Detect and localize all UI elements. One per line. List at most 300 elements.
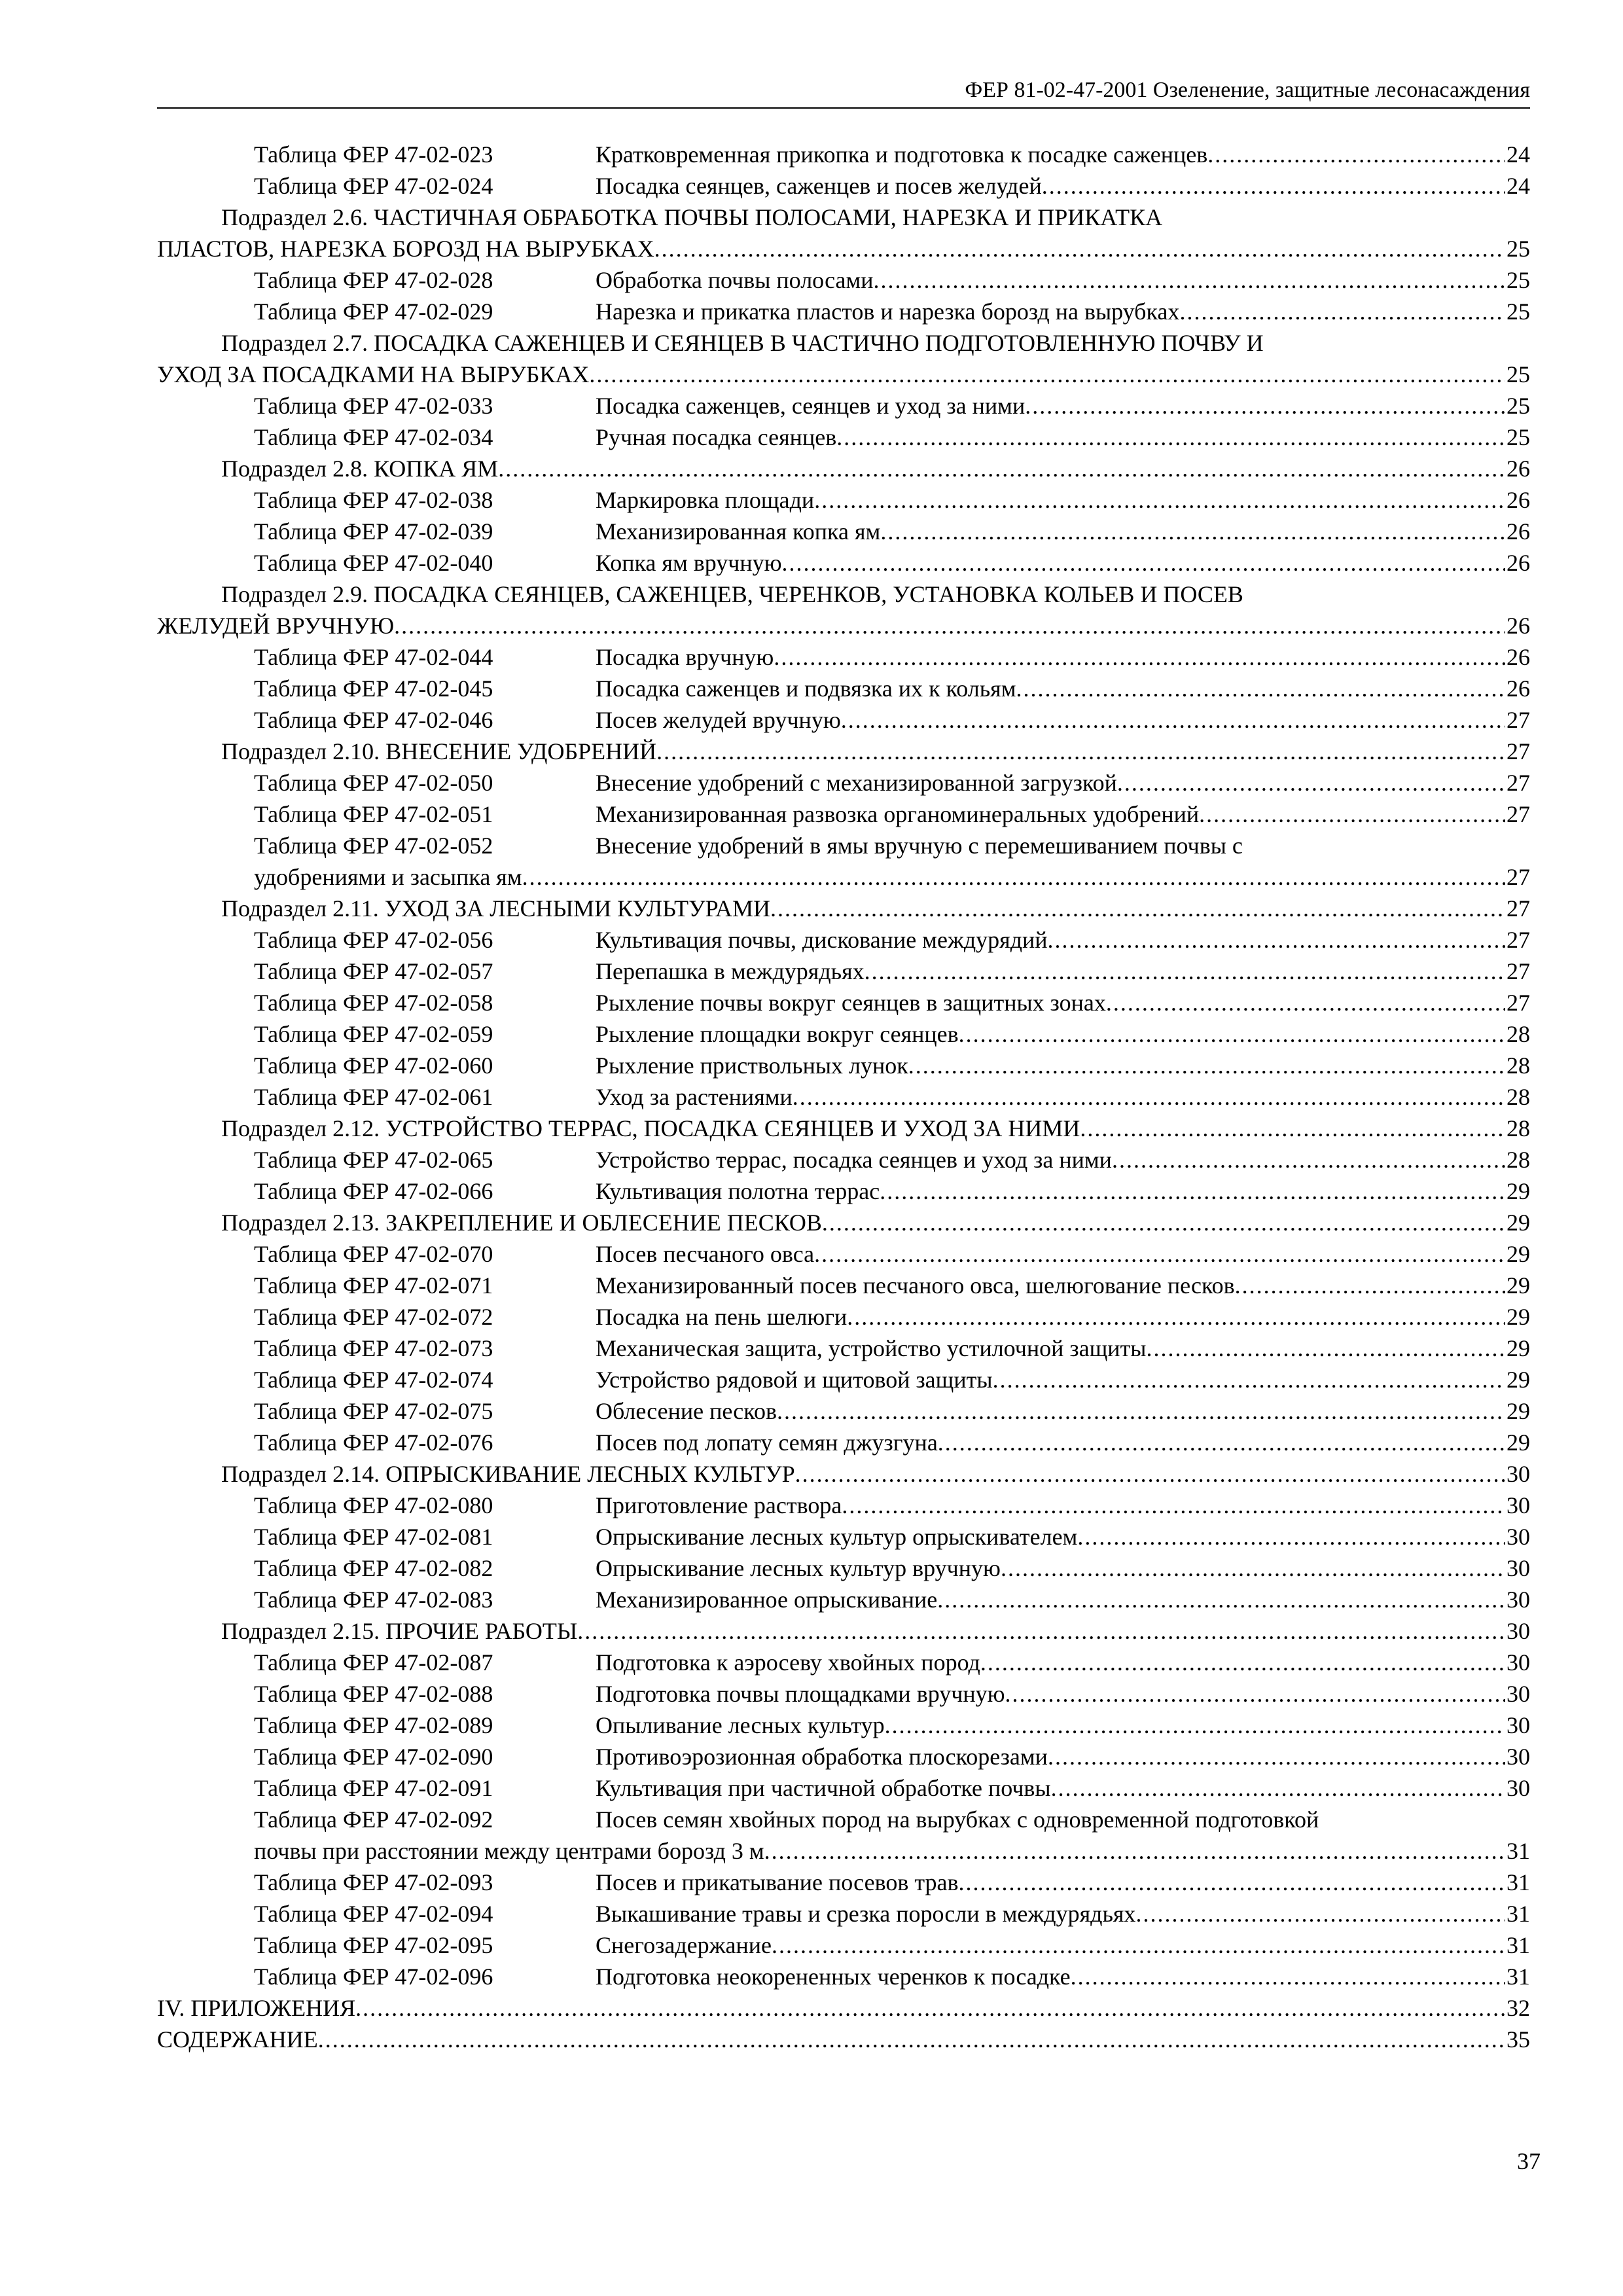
entry-line: [596, 1741, 1530, 1772]
table-code: Таблица ФЕР 47-02-034: [254, 424, 493, 450]
toc-table-entry[interactable]: [157, 1647, 1530, 1678]
entry-line: [596, 484, 1530, 516]
toc-subsection-entry[interactable]: [157, 1615, 1530, 1647]
toc-subsection-entry[interactable]: [157, 579, 1530, 641]
entry-line: [596, 1898, 1530, 1929]
dot-leader: [836, 422, 1505, 453]
toc-subsection-entry[interactable]: [157, 1113, 1530, 1144]
entry-line: [596, 1584, 1530, 1615]
entry-page: 30: [1507, 1744, 1530, 1770]
dot-leader: [841, 704, 1505, 736]
entry-line: [596, 673, 1530, 704]
toc-table-entry[interactable]: [157, 1238, 1530, 1270]
page-number: 37: [1517, 2148, 1541, 2174]
entry-title: Ручная посадка сеянцев: [596, 424, 837, 450]
entry-title: Посадка саженцев и подвязка их к кольям: [596, 675, 1016, 702]
toc-table-entry[interactable]: [157, 1018, 1530, 1050]
entry-line: [596, 1929, 1530, 1961]
entry-title: Подраздел 2.8. КОПКА ЯМ: [221, 456, 499, 482]
entry-page: 25: [1507, 236, 1530, 262]
toc-subsection-entry[interactable]: [157, 327, 1530, 390]
entry-line: [596, 1081, 1530, 1113]
entry-title: Культивация почвы, дискование междурядий: [596, 927, 1048, 953]
table-code: Таблица ФЕР 47-02-060: [254, 1052, 493, 1079]
table-code: Таблица ФЕР 47-02-093: [254, 1869, 493, 1895]
table-code: Таблица ФЕР 47-02-082: [254, 1555, 493, 1581]
toc-table-entry[interactable]: [157, 1929, 1530, 1961]
entry-line: [221, 1207, 1530, 1238]
entry-page: 32: [1507, 1995, 1530, 2021]
entry-title: Механизированная развозка органоминеральных удобрений: [596, 801, 1200, 827]
dot-leader: [1117, 767, 1505, 798]
toc-table-entry[interactable]: [157, 1584, 1530, 1615]
dot-leader: [774, 641, 1505, 673]
entry-line: [221, 893, 1530, 924]
dot-leader: [1071, 1961, 1505, 1992]
entry-line: [596, 1050, 1530, 1081]
entry-line: [596, 1270, 1530, 1301]
table-code: Таблица ФЕР 47-02-081: [254, 1524, 493, 1550]
table-code: Таблица ФЕР 47-02-040: [254, 550, 493, 576]
entry-line: [596, 139, 1530, 170]
entry-title: Устройство террас, посадка сеянцев и уход за ними: [596, 1147, 1112, 1173]
entry-line: [596, 170, 1530, 202]
toc-subsection-entry[interactable]: [157, 453, 1530, 484]
entry-page: 28: [1507, 1021, 1530, 1047]
dot-leader: [814, 1238, 1505, 1270]
dot-leader: [589, 359, 1505, 390]
dot-leader: [959, 1018, 1505, 1050]
entry-page: 26: [1507, 675, 1530, 702]
dot-leader: [1106, 987, 1505, 1018]
toc-table-entry[interactable]: [157, 1050, 1530, 1081]
dot-leader: [764, 1835, 1505, 1867]
entry-page: 25: [1507, 424, 1530, 450]
entry-title: Посадка саженцев, сеянцев и уход за ними: [596, 393, 1026, 419]
entry-line: [157, 610, 1530, 641]
toc-table-entry[interactable]: [157, 1710, 1530, 1741]
entry-line: [596, 1521, 1530, 1552]
toc-section-entry[interactable]: [157, 1992, 1530, 2024]
toc-table-entry[interactable]: [157, 1333, 1530, 1364]
entry-title: Снегозадержание: [596, 1932, 772, 1958]
toc-subsection-entry[interactable]: [157, 736, 1530, 767]
entry-title: Устройство рядовой и щитовой защиты: [596, 1367, 993, 1393]
entry-title: Механическая защита, устройство устилочной защиты: [596, 1335, 1147, 1361]
toc-table-entry[interactable]: [157, 547, 1530, 579]
toc-table-entry[interactable]: [157, 1678, 1530, 1710]
dot-leader: [1001, 1552, 1505, 1584]
entry-page: 31: [1507, 1964, 1530, 1990]
dot-leader: [770, 893, 1505, 924]
entry-title: Посадка сеянцев, саженцев и посев желудей: [596, 173, 1042, 199]
toc-table-entry[interactable]: [157, 673, 1530, 704]
entry-title: Опрыскивание лесных культур опрыскивателем: [596, 1524, 1078, 1550]
toc-table-entry[interactable]: [157, 767, 1530, 798]
toc-table-entry[interactable]: [157, 830, 1530, 893]
table-code: Таблица ФЕР 47-02-096: [254, 1964, 493, 1990]
entry-title-line1: Подраздел 2.6. ЧАСТИЧНАЯ ОБРАБОТКА ПОЧВЫ ПОЛОСАМИ, НАРЕЗКА И ПРИКАТКА: [221, 204, 1163, 230]
entry-page: 29: [1507, 1398, 1530, 1424]
table-code: Таблица ФЕР 47-02-090: [254, 1744, 493, 1770]
entry-page: 31: [1507, 1869, 1530, 1895]
dot-leader: [847, 1301, 1505, 1333]
dot-leader: [874, 264, 1505, 296]
dot-leader: [1042, 170, 1505, 202]
entry-page: 27: [1507, 801, 1530, 827]
entry-line: [596, 390, 1530, 422]
entry-page: 26: [1507, 518, 1530, 545]
entry-page: 35: [1507, 2026, 1530, 2053]
entry-title: Подраздел 2.14. ОПРЫСКИВАНИЕ ЛЕСНЫХ КУЛЬТУР: [221, 1461, 795, 1487]
table-code: Таблица ФЕР 47-02-058: [254, 990, 493, 1016]
entry-page: 29: [1507, 1335, 1530, 1361]
entry-line: [596, 1333, 1530, 1364]
entry-line: [596, 1427, 1530, 1458]
entry-title: Подготовка неокорененных черенков к посадке: [596, 1964, 1071, 1990]
entry-title: Облесение песков: [596, 1398, 777, 1424]
toc-subsection-entry[interactable]: [157, 1207, 1530, 1238]
dot-leader: [1112, 1144, 1505, 1175]
entry-page: 28: [1507, 1052, 1530, 1079]
table-of-contents: [157, 139, 1530, 2055]
entry-title: Перепашка в междурядьях: [596, 958, 865, 984]
toc-table-entry[interactable]: [157, 1552, 1530, 1584]
toc-subsection-entry[interactable]: [157, 202, 1530, 264]
table-code: Таблица ФЕР 47-02-080: [254, 1492, 493, 1518]
entry-line: [157, 1992, 1530, 2024]
entry-page: 27: [1507, 770, 1530, 796]
entry-line: [157, 233, 1530, 264]
dot-leader: [1146, 1333, 1505, 1364]
entry-page: 27: [1507, 738, 1530, 764]
dot-leader: [656, 736, 1505, 767]
entry-line: [221, 1615, 1530, 1647]
toc-table-entry[interactable]: [157, 516, 1530, 547]
dot-leader: [1080, 1113, 1505, 1144]
entry-title: Копка ям вручную: [596, 550, 782, 576]
table-code: Таблица ФЕР 47-02-052: [254, 833, 493, 859]
table-code: Таблица ФЕР 47-02-056: [254, 927, 493, 953]
entry-line: [596, 987, 1530, 1018]
entry-title-line2: УХОД ЗА ПОСАДКАМИ НА ВЫРУБКАХ: [157, 361, 590, 387]
table-code: Таблица ФЕР 47-02-045: [254, 675, 493, 702]
toc-table-entry[interactable]: [157, 422, 1530, 453]
entry-line: [596, 641, 1530, 673]
header-title: ФЕР 81-02-47-2001 Озеленение, защитные лесонасаждения: [965, 78, 1530, 102]
entry-line: [596, 1961, 1530, 1992]
toc-table-entry[interactable]: [157, 296, 1530, 327]
dot-leader: [577, 1615, 1505, 1647]
table-code: Таблица ФЕР 47-02-089: [254, 1712, 493, 1738]
dot-leader: [1207, 139, 1505, 170]
table-code: Таблица ФЕР 47-02-076: [254, 1429, 493, 1456]
entry-title: Выкашивание травы и срезка поросли в междурядьях: [596, 1901, 1136, 1927]
table-code: Таблица ФЕР 47-02-070: [254, 1241, 493, 1267]
toc-table-entry[interactable]: [157, 1898, 1530, 1929]
toc-table-entry[interactable]: [157, 704, 1530, 736]
table-code: Таблица ФЕР 47-02-072: [254, 1304, 493, 1330]
toc-subsection-entry[interactable]: [157, 1458, 1530, 1490]
dot-leader: [980, 1647, 1505, 1678]
table-code: Таблица ФЕР 47-02-071: [254, 1272, 493, 1299]
table-code: Таблица ФЕР 47-02-046: [254, 707, 493, 733]
toc-table-entry[interactable]: [157, 1772, 1530, 1804]
entry-line: [596, 704, 1530, 736]
entry-title: Маркировка площади: [596, 487, 815, 513]
toc-table-entry[interactable]: [157, 264, 1530, 296]
entry-title: Подраздел 2.13. ЗАКРЕПЛЕНИЕ И ОБЛЕСЕНИЕ ПЕСКОВ: [221, 1210, 822, 1236]
toc-table-entry[interactable]: [157, 170, 1530, 202]
entry-page: 27: [1507, 707, 1530, 733]
entry-title: Подраздел 2.12. УСТРОЙСТВО ТЕРРАС, ПОСАДКА СЕЯНЦЕВ И УХОД ЗА НИМИ: [221, 1115, 1080, 1141]
toc-table-entry[interactable]: [157, 1395, 1530, 1427]
entry-page: 29: [1507, 1429, 1530, 1456]
table-code: Таблица ФЕР 47-02-039: [254, 518, 493, 545]
table-code: Таблица ФЕР 47-02-028: [254, 267, 493, 293]
entry-page: 27: [1507, 990, 1530, 1016]
toc-table-entry[interactable]: [157, 390, 1530, 422]
entry-title: СОДЕРЖАНИЕ: [157, 2026, 318, 2053]
entry-page: 30: [1507, 1587, 1530, 1613]
entry-title: Рыхление почвы вокруг сеянцев в защитных зонах: [596, 990, 1106, 1016]
entry-line: [596, 1238, 1530, 1270]
entry-page: 26: [1507, 456, 1530, 482]
entry-page: 31: [1507, 1932, 1530, 1958]
dot-leader: [318, 2024, 1505, 2055]
dot-leader: [880, 516, 1505, 547]
entry-line: [596, 547, 1530, 579]
entry-title: Обработка почвы полосами: [596, 267, 874, 293]
entry-page: 29: [1507, 1210, 1530, 1236]
toc-table-entry[interactable]: [157, 1867, 1530, 1898]
table-code: Таблица ФЕР 47-02-075: [254, 1398, 493, 1424]
entry-page: 24: [1507, 173, 1530, 199]
entry-line: [254, 1835, 1530, 1867]
table-code: Таблица ФЕР 47-02-065: [254, 1147, 493, 1173]
entry-line: [157, 2024, 1530, 2055]
entry-page: 30: [1507, 1492, 1530, 1518]
entry-page: 30: [1507, 1524, 1530, 1550]
toc-table-entry[interactable]: [157, 1490, 1530, 1521]
entry-page: 30: [1507, 1618, 1530, 1644]
toc-table-entry[interactable]: [157, 1804, 1530, 1867]
entry-title: Уход за растениями: [596, 1084, 793, 1110]
entry-title-line2: удобрениями и засыпка ям: [254, 864, 522, 890]
dot-leader: [814, 484, 1505, 516]
entry-page: 26: [1507, 487, 1530, 513]
entry-line: [596, 956, 1530, 987]
entry-title: Посев песчаного овса: [596, 1241, 815, 1267]
entry-page: 29: [1507, 1367, 1530, 1393]
entry-page: 28: [1507, 1147, 1530, 1173]
entry-page: 27: [1507, 927, 1530, 953]
entry-title: Внесение удобрений с механизированной загрузкой: [596, 770, 1117, 796]
entry-page: 30: [1507, 1775, 1530, 1801]
entry-title: Механизированное опрыскивание: [596, 1587, 938, 1613]
toc-table-entry[interactable]: [157, 1144, 1530, 1175]
entry-title: Кратковременная прикопка и подготовка к посадке саженцев: [596, 141, 1208, 168]
table-code: Таблица ФЕР 47-02-092: [254, 1806, 493, 1833]
toc-table-entry[interactable]: [157, 924, 1530, 956]
entry-page: 30: [1507, 1712, 1530, 1738]
entry-page: 30: [1507, 1461, 1530, 1487]
dot-leader: [1179, 296, 1505, 327]
toc-table-entry[interactable]: [157, 1427, 1530, 1458]
dot-leader: [1016, 673, 1505, 704]
entry-page: 26: [1507, 550, 1530, 576]
entry-title: Рыхление приствольных лунок: [596, 1052, 908, 1079]
dot-leader: [880, 1175, 1505, 1207]
entry-page: 29: [1507, 1304, 1530, 1330]
toc-table-entry[interactable]: [157, 798, 1530, 830]
entry-line: [596, 1364, 1530, 1395]
dot-leader: [938, 1427, 1505, 1458]
dot-leader: [1135, 1898, 1505, 1929]
entry-page: 27: [1507, 895, 1530, 922]
dot-leader: [1025, 390, 1505, 422]
entry-page: 30: [1507, 1555, 1530, 1581]
table-code: Таблица ФЕР 47-02-038: [254, 487, 493, 513]
table-code: Таблица ФЕР 47-02-057: [254, 958, 493, 984]
entry-title: Противоэрозионная обработка плоскорезами: [596, 1744, 1048, 1770]
entry-line: [596, 1867, 1530, 1898]
toc-table-entry[interactable]: [157, 139, 1530, 170]
table-code: Таблица ФЕР 47-02-050: [254, 770, 493, 796]
dot-leader: [498, 453, 1505, 484]
dot-leader: [777, 1395, 1505, 1427]
entry-title: Опыливание лесных культур: [596, 1712, 885, 1738]
dot-leader: [822, 1207, 1505, 1238]
toc-table-entry[interactable]: [157, 1270, 1530, 1301]
dot-leader: [394, 610, 1505, 641]
entry-line: [596, 1552, 1530, 1584]
dot-leader: [842, 1490, 1505, 1521]
entry-line: [596, 1175, 1530, 1207]
dot-leader: [885, 1710, 1505, 1741]
table-code: Таблица ФЕР 47-02-059: [254, 1021, 493, 1047]
entry-line: [596, 1710, 1530, 1741]
entry-line: [596, 1144, 1530, 1175]
toc-table-entry[interactable]: [157, 1301, 1530, 1333]
table-code: Таблица ФЕР 47-02-033: [254, 393, 493, 419]
table-code: Таблица ФЕР 47-02-074: [254, 1367, 493, 1393]
dot-leader: [782, 547, 1505, 579]
entry-title: Механизированная копка ям: [596, 518, 881, 545]
entry-page: 31: [1507, 1901, 1530, 1927]
entry-title: Посадка на пень шелюги: [596, 1304, 847, 1330]
entry-page: 26: [1507, 644, 1530, 670]
entry-title: Механизированный посев песчаного овса, шелюгование песков: [596, 1272, 1235, 1299]
table-code: Таблица ФЕР 47-02-066: [254, 1178, 493, 1204]
entry-title: Посев под лопату семян джузгуна: [596, 1429, 938, 1456]
entry-line: [596, 1772, 1530, 1804]
entry-page: 26: [1507, 613, 1530, 639]
dot-leader: [1077, 1521, 1505, 1552]
table-code: Таблица ФЕР 47-02-023: [254, 141, 493, 168]
entry-page: 27: [1507, 864, 1530, 890]
toc-table-entry[interactable]: [157, 641, 1530, 673]
running-header: [157, 73, 1530, 109]
entry-title-line1: Подраздел 2.7. ПОСАДКА САЖЕНЦЕВ И СЕЯНЦЕВ В ЧАСТИЧНО ПОДГОТОВЛЕННУЮ ПОЧВУ И: [221, 330, 1264, 356]
toc-section-entry[interactable]: [157, 2024, 1530, 2055]
entry-line: [157, 359, 1530, 390]
entry-title: Подраздел 2.10. ВНЕСЕНИЕ УДОБРЕНИЙ: [221, 738, 657, 764]
entry-title: Рыхление площадки вокруг сеянцев: [596, 1021, 959, 1047]
toc-table-entry[interactable]: [157, 484, 1530, 516]
toc-table-entry[interactable]: [157, 1961, 1530, 1992]
table-code: Таблица ФЕР 47-02-083: [254, 1587, 493, 1613]
entry-title: Посев и прикатывание посевов трав: [596, 1869, 959, 1895]
toc-table-entry[interactable]: [157, 1741, 1530, 1772]
table-code: Таблица ФЕР 47-02-094: [254, 1901, 493, 1927]
entry-page: 28: [1507, 1115, 1530, 1141]
toc-table-entry[interactable]: [157, 987, 1530, 1018]
toc-table-entry[interactable]: [157, 1521, 1530, 1552]
entry-page: 30: [1507, 1649, 1530, 1676]
entry-title-line2: ЖЕЛУДЕЙ ВРУЧНУЮ: [157, 613, 395, 639]
entry-line: [596, 1490, 1530, 1521]
entry-line: [221, 453, 1530, 484]
entry-line: [221, 1458, 1530, 1490]
entry-title: Подраздел 2.15. ПРОЧИЕ РАБОТЫ: [221, 1618, 578, 1644]
toc-table-entry[interactable]: [157, 956, 1530, 987]
entry-line: [596, 264, 1530, 296]
table-code: Таблица ФЕР 47-02-029: [254, 298, 493, 325]
entry-page: 25: [1507, 393, 1530, 419]
entry-page: 25: [1507, 361, 1530, 387]
toc-table-entry[interactable]: [157, 1364, 1530, 1395]
entry-title: IV. ПРИЛОЖЕНИЯ: [157, 1995, 356, 2021]
dot-leader: [522, 861, 1505, 893]
dot-leader: [793, 1081, 1505, 1113]
dot-leader: [937, 1584, 1505, 1615]
entry-line: [596, 798, 1530, 830]
entry-page: 24: [1507, 141, 1530, 168]
entry-title-line2: почвы при расстоянии между центрами борозд 3 м: [254, 1838, 764, 1864]
entry-page: 25: [1507, 298, 1530, 325]
toc-subsection-entry[interactable]: [157, 893, 1530, 924]
entry-line: [596, 924, 1530, 956]
entry-page: 25: [1507, 267, 1530, 293]
entry-line: [596, 516, 1530, 547]
entry-title: Культивация полотна террас: [596, 1178, 880, 1204]
entry-page: 30: [1507, 1681, 1530, 1707]
table-code: Таблица ФЕР 47-02-024: [254, 173, 493, 199]
entry-title: Подраздел 2.11. УХОД ЗА ЛЕСНЫМИ КУЛЬТУРАМИ: [221, 895, 771, 922]
table-code: Таблица ФЕР 47-02-091: [254, 1775, 493, 1801]
table-code: Таблица ФЕР 47-02-044: [254, 644, 493, 670]
dot-leader: [1051, 1772, 1505, 1804]
entry-title-line2: ПЛАСТОВ, НАРЕЗКА БОРОЗД НА ВЫРУБКАХ: [157, 236, 654, 262]
entry-line: [596, 767, 1530, 798]
entry-page: 29: [1507, 1272, 1530, 1299]
entry-title-line1: Посев семян хвойных пород на вырубках с одновременной подготовкой: [596, 1806, 1319, 1833]
entry-title: Подготовка почвы площадками вручную: [596, 1681, 1005, 1707]
toc-table-entry[interactable]: [157, 1081, 1530, 1113]
dot-leader: [993, 1364, 1505, 1395]
entry-title-line1: Внесение удобрений в ямы вручную с перемешиванием почвы с: [596, 833, 1243, 859]
entry-line: [596, 1395, 1530, 1427]
entry-title: Опрыскивание лесных культур вручную: [596, 1555, 1001, 1581]
dot-leader: [772, 1929, 1505, 1961]
entry-title: Нарезка и прикатка пластов и нарезка борозд на вырубках: [596, 298, 1180, 325]
entry-page: 28: [1507, 1084, 1530, 1110]
toc-table-entry[interactable]: [157, 1175, 1530, 1207]
dot-leader: [865, 956, 1505, 987]
entry-line: [254, 861, 1530, 893]
table-code: Таблица ФЕР 47-02-088: [254, 1681, 493, 1707]
